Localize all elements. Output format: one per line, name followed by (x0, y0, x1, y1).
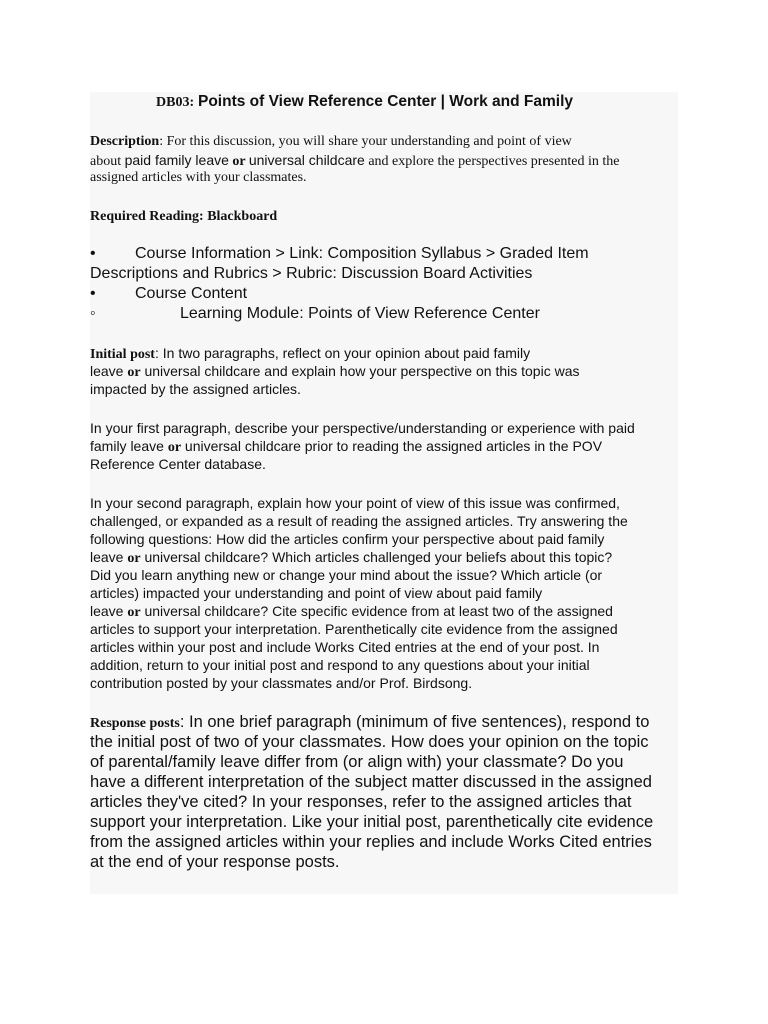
initial-post-line-2: leave or universal childcare and explain how your perspective on this topic was (90, 363, 580, 380)
second-paragraph-line-4: leave or universal childcare? Which articles challenged your beliefs about this topic? (90, 549, 613, 566)
bullet-icon: • (90, 245, 96, 262)
initial-post-line-1: Initial post: In two paragraphs, reflect on your opinion about paid family (90, 345, 531, 362)
second-paragraph-line-7: leave or universal childcare? Cite specific evidence from at least two of the assigned (90, 603, 613, 620)
bullet-icon: • (90, 285, 96, 302)
first-paragraph-line-3: Reference Center database. (90, 456, 266, 472)
response-posts-line-3: of parental/family leave differ from (or align with) your classmate? Do you (90, 753, 624, 771)
second-paragraph-line-3: following questions: How did the articles confirm your perspective about paid family (90, 531, 605, 547)
response-posts-line-2: the initial post of two of your classmates. How does your opinion on the topic (90, 733, 649, 751)
description-label: Description (90, 134, 160, 149)
response-posts-line-8: at the end of your response posts. (90, 853, 340, 871)
first-paragraph-line-2: family leave or universal childcare prior to reading the assigned articles in the POV (90, 438, 603, 455)
second-paragraph-line-2: challenged, or expanded as a result of reading the assigned articles. Try answering the (90, 513, 628, 529)
description-line-2: about paid family leave or universal childcare and explore the perspectives presented in the (90, 152, 620, 169)
second-paragraph-line-6: articles) impacted your understanding and point of view about paid family (90, 585, 543, 601)
list-item-course-information-cont: Descriptions and Rubrics > Rubric: Discussion Board Activities (90, 265, 533, 282)
sub-list-item-learning-module: ◦ Learning Module: Points of View Reference Center (90, 305, 540, 322)
title-text: Points of View Reference Center | Work and Family (198, 93, 574, 110)
description-line-1: Description: For this discussion, you will share your understanding and point of view (90, 134, 572, 149)
required-reading-heading: Required Reading: Blackboard (90, 209, 278, 224)
response-posts-line-1: Response posts: In one brief paragraph (minimum of five sentences), respond to (90, 713, 650, 731)
title-code: DB03: (156, 95, 195, 110)
response-posts-line-7: from the assigned articles within your replies and include Works Cited entries (90, 833, 652, 851)
list-item-course-content: • Course Content (90, 285, 248, 302)
document-title (156, 93, 573, 111)
second-paragraph-line-5: Did you learn anything new or change your mind about the issue? Which article (or (90, 567, 603, 583)
first-paragraph-line-1: In your first paragraph, describe your perspective/understanding or experience with paid (90, 420, 635, 436)
second-paragraph-line-9: articles within your post and include Works Cited entries at the end of your post. In (90, 639, 600, 655)
ring-bullet-icon: ◦ (90, 305, 96, 322)
initial-post-label: Initial post (90, 347, 155, 362)
second-paragraph-line-8: articles to support your interpretation. Parenthetically cite evidence from the assigned (90, 621, 618, 637)
second-paragraph-line-10: addition, return to your initial post and respond to any questions about your initial (90, 657, 590, 673)
response-posts-label: Response posts (90, 716, 180, 731)
second-paragraph-line-11: contribution posted by your classmates and/or Prof. Birdsong. (90, 675, 473, 691)
response-posts-line-5: articles they've cited? In your responses, refer to the assigned articles that (90, 793, 632, 811)
list-item-course-information: • Course Information > Link: Composition Syllabus > Graded Item (90, 245, 589, 262)
initial-post-line-3: impacted by the assigned articles. (90, 381, 301, 397)
response-posts-line-6: support your interpretation. Like your initial post, parenthetically cite evidence (90, 813, 654, 831)
second-paragraph-line-1: In your second paragraph, explain how your point of view of this issue was confirmed, (90, 495, 620, 511)
description-line-3: assigned articles with your classmates. (90, 170, 307, 185)
response-posts-line-4: have a different interpretation of the subject matter discussed in the assigned (90, 773, 652, 791)
